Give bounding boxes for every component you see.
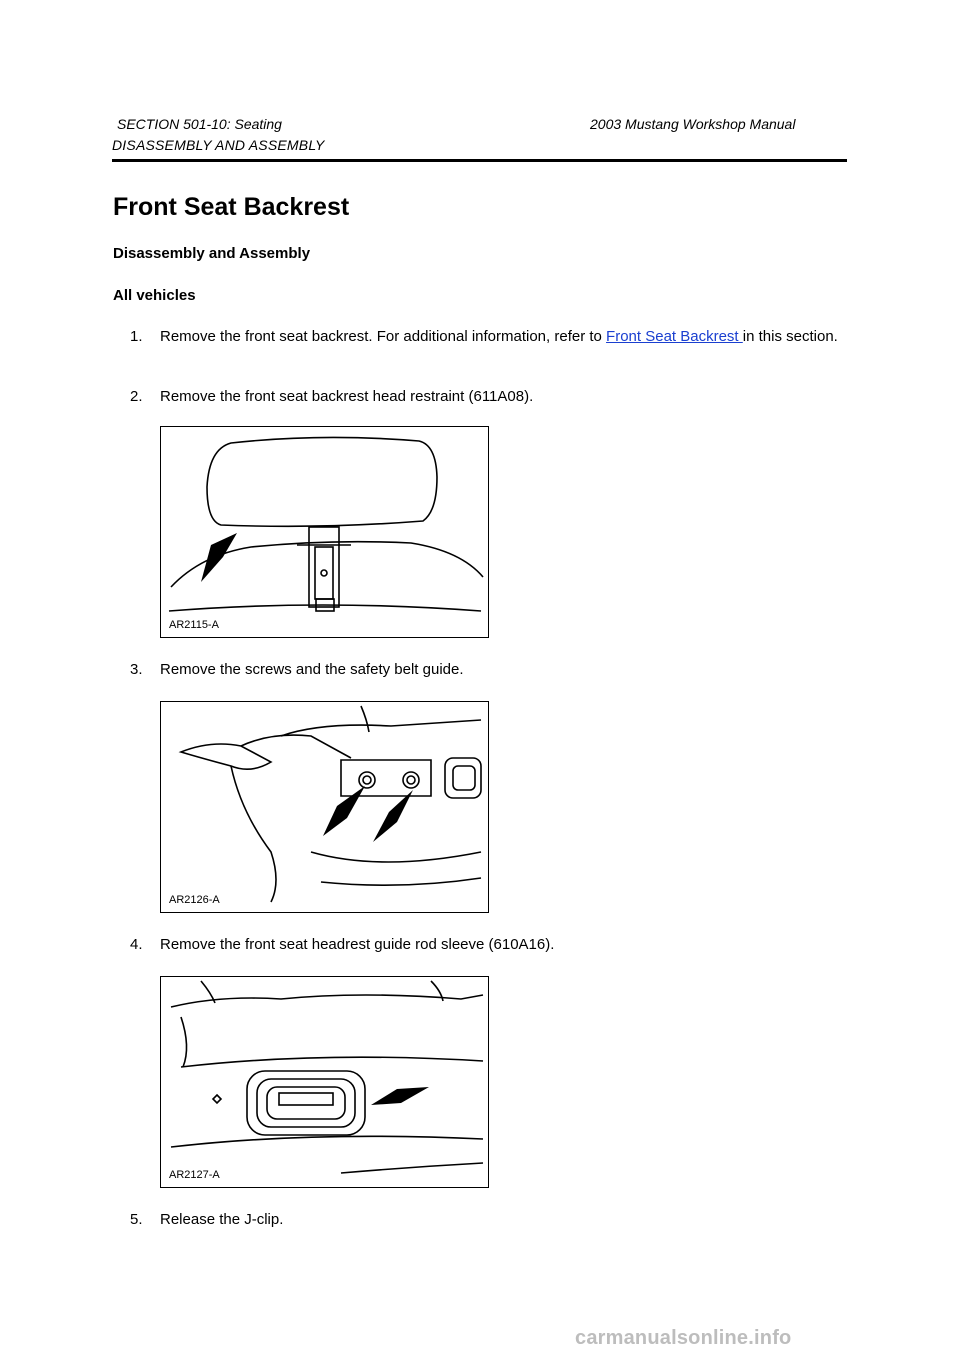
step-text-part: in this section. [742, 328, 838, 345]
figure-belt-guide [160, 701, 489, 913]
belt-guide-illustration [161, 702, 488, 912]
step-text: Release the J-clip. [160, 1211, 284, 1228]
watermark: carmanualsonline.info [575, 1327, 792, 1349]
header-rule [112, 159, 847, 162]
step-text-part: Remove the front seat backrest. For additional information, refer to [160, 328, 607, 345]
step-number: 2. [130, 388, 143, 405]
figure-guide-rod-sleeve [160, 976, 489, 1188]
step-number: 5. [130, 1211, 143, 1228]
figure-label: AR2115-A [169, 619, 219, 631]
page-title: Front Seat Backrest [113, 193, 350, 221]
step-number: 3. [130, 661, 143, 678]
header-section: SECTION 501-10: Seating [117, 116, 282, 132]
vehicle-applicability: All vehicles [113, 287, 196, 304]
figure-head-restraint [160, 426, 489, 638]
header-subsection: DISASSEMBLY AND ASSEMBLY [112, 137, 325, 153]
figure-label: AR2126-A [169, 894, 220, 906]
step-number: 4. [130, 936, 143, 953]
step-text: Remove the front seat headrest guide rod sleeve (610A16). [160, 936, 555, 953]
step-number: 1. [130, 328, 143, 345]
step-text: Remove the front seat backrest head restraint (611A08). [160, 388, 534, 405]
header-manual: 2003 Mustang Workshop Manual [590, 116, 796, 132]
step-text: Remove the screws and the safety belt guide. [160, 661, 464, 678]
figure-label: AR2127-A [169, 1169, 220, 1181]
guide-rod-sleeve-illustration [161, 977, 488, 1187]
step-text [160, 327, 840, 346]
head-restraint-illustration [161, 427, 488, 637]
procedure-heading: Disassembly and Assembly [113, 245, 311, 262]
front-seat-backrest-link[interactable]: Front Seat Backrest [606, 328, 743, 345]
